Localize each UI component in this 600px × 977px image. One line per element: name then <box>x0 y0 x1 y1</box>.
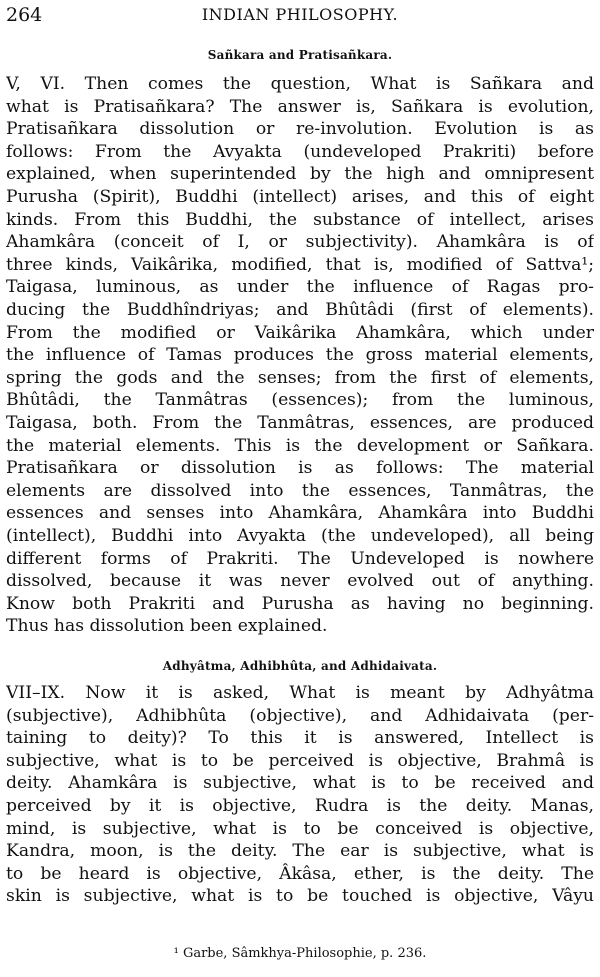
text-line: (subjective), Adhibhûta (objective), and Adhidaivata (per- <box>6 705 594 726</box>
footnote: ¹ Garbe, Sâmkhya-Philosophie, p. 236. <box>173 946 427 961</box>
text-line: Bhûtâdi, the Tanmâtras (essences); from the luminous, <box>6 390 594 411</box>
text-line: Taigasa, both. From the Tanmâtras, essences, are produced <box>6 413 594 433</box>
text-line: elements are dissolved into the essences, Tanmâtras, the <box>6 480 594 501</box>
text-line: essences and senses into Ahamkâra, Ahamkâra into Buddhi <box>6 503 594 524</box>
text-line: three kinds, Vaikârika, modified, that is, modified of Sattva¹; <box>6 254 594 275</box>
text-line: explained, when superintended by the high and omnipresent <box>6 164 594 185</box>
text-line: deity. Ahamkâra is subjective, what is to be received and <box>6 773 594 794</box>
text-line: Thus has dissolution been explained. <box>6 616 328 637</box>
text-line: ducing the Buddhîndriyas; and Bhûtâdi (first of elements). <box>6 300 594 320</box>
text-line: Pratisañkara dissolution or re-involution. Evolution is as <box>6 119 594 140</box>
text-line: subjective, what is to be perceived is objective, Brahmâ is <box>6 750 594 771</box>
running-head <box>6 4 594 28</box>
text-line: perceived by it is objective, Rudra is the deity. Manas, <box>6 796 594 816</box>
book-title: INDIAN PHILOSOPHY. <box>201 5 399 24</box>
text-line: VII–IX. Now it is asked, What is meant by Adhyâtma <box>6 683 594 703</box>
text-line: Ahamkâra (conceit of I, or subjectivity). Ahamkâra is of <box>6 232 594 253</box>
text-line: dissolved, because it was never evolved out of anything. <box>6 571 594 592</box>
text-line: V, VI. Then comes the question, What is Sañkara and <box>6 74 594 94</box>
page-number: 264 <box>6 4 43 26</box>
text-line: the material elements. This is the development or Sañkara. <box>6 435 594 456</box>
text-line: different forms of Prakriti. The Undeveloped is nowhere <box>6 548 594 569</box>
text-line: taining to deity)? To this it is answered, Intellect is <box>6 728 594 749</box>
text-line: what is Pratisañkara? The answer is, Sañkara is evolution, <box>6 96 594 117</box>
text-line: skin is subjective, what is to be touched is objective, Vâyu <box>6 886 594 907</box>
text-line: the influence of Tamas produces the gross material elements, <box>6 345 594 366</box>
text-line: From the modified or Vaikârika Ahamkâra, which under <box>6 322 594 343</box>
text-line: Know both Prakriti and Purusha as having no beginning. <box>6 593 594 614</box>
text-line: to be heard is objective, Âkâsa, ether, is the deity. The <box>6 863 594 884</box>
text-line: Purusha (Spirit), Buddhi (intellect) arises, and this of eight <box>6 187 594 207</box>
text-line: Taigasa, luminous, as under the influence of Ragas pro- <box>6 277 594 298</box>
text-line: follows: From the Avyakta (undeveloped Prakriti) before <box>6 141 594 162</box>
text-line: mind, is subjective, what is to be conceived is objective, <box>6 818 594 839</box>
text-line: kinds. From this Buddhi, the substance of intellect, arises <box>6 209 594 230</box>
section-heading: Adhyâtma, Adhibhûta, and Adhidaivata. <box>162 659 438 673</box>
text-line: Kandra, moon, is the deity. The ear is subjective, what is <box>6 841 594 862</box>
section-heading: Sañkara and Pratisañkara. <box>207 48 393 62</box>
text-line: spring the gods and the senses; from the first of elements, <box>6 367 594 388</box>
text-line: Pratisañkara or dissolution is as follows: The material <box>6 458 594 479</box>
text-line: (intellect), Buddhi into Avyakta (the undeveloped), all being <box>6 526 594 546</box>
